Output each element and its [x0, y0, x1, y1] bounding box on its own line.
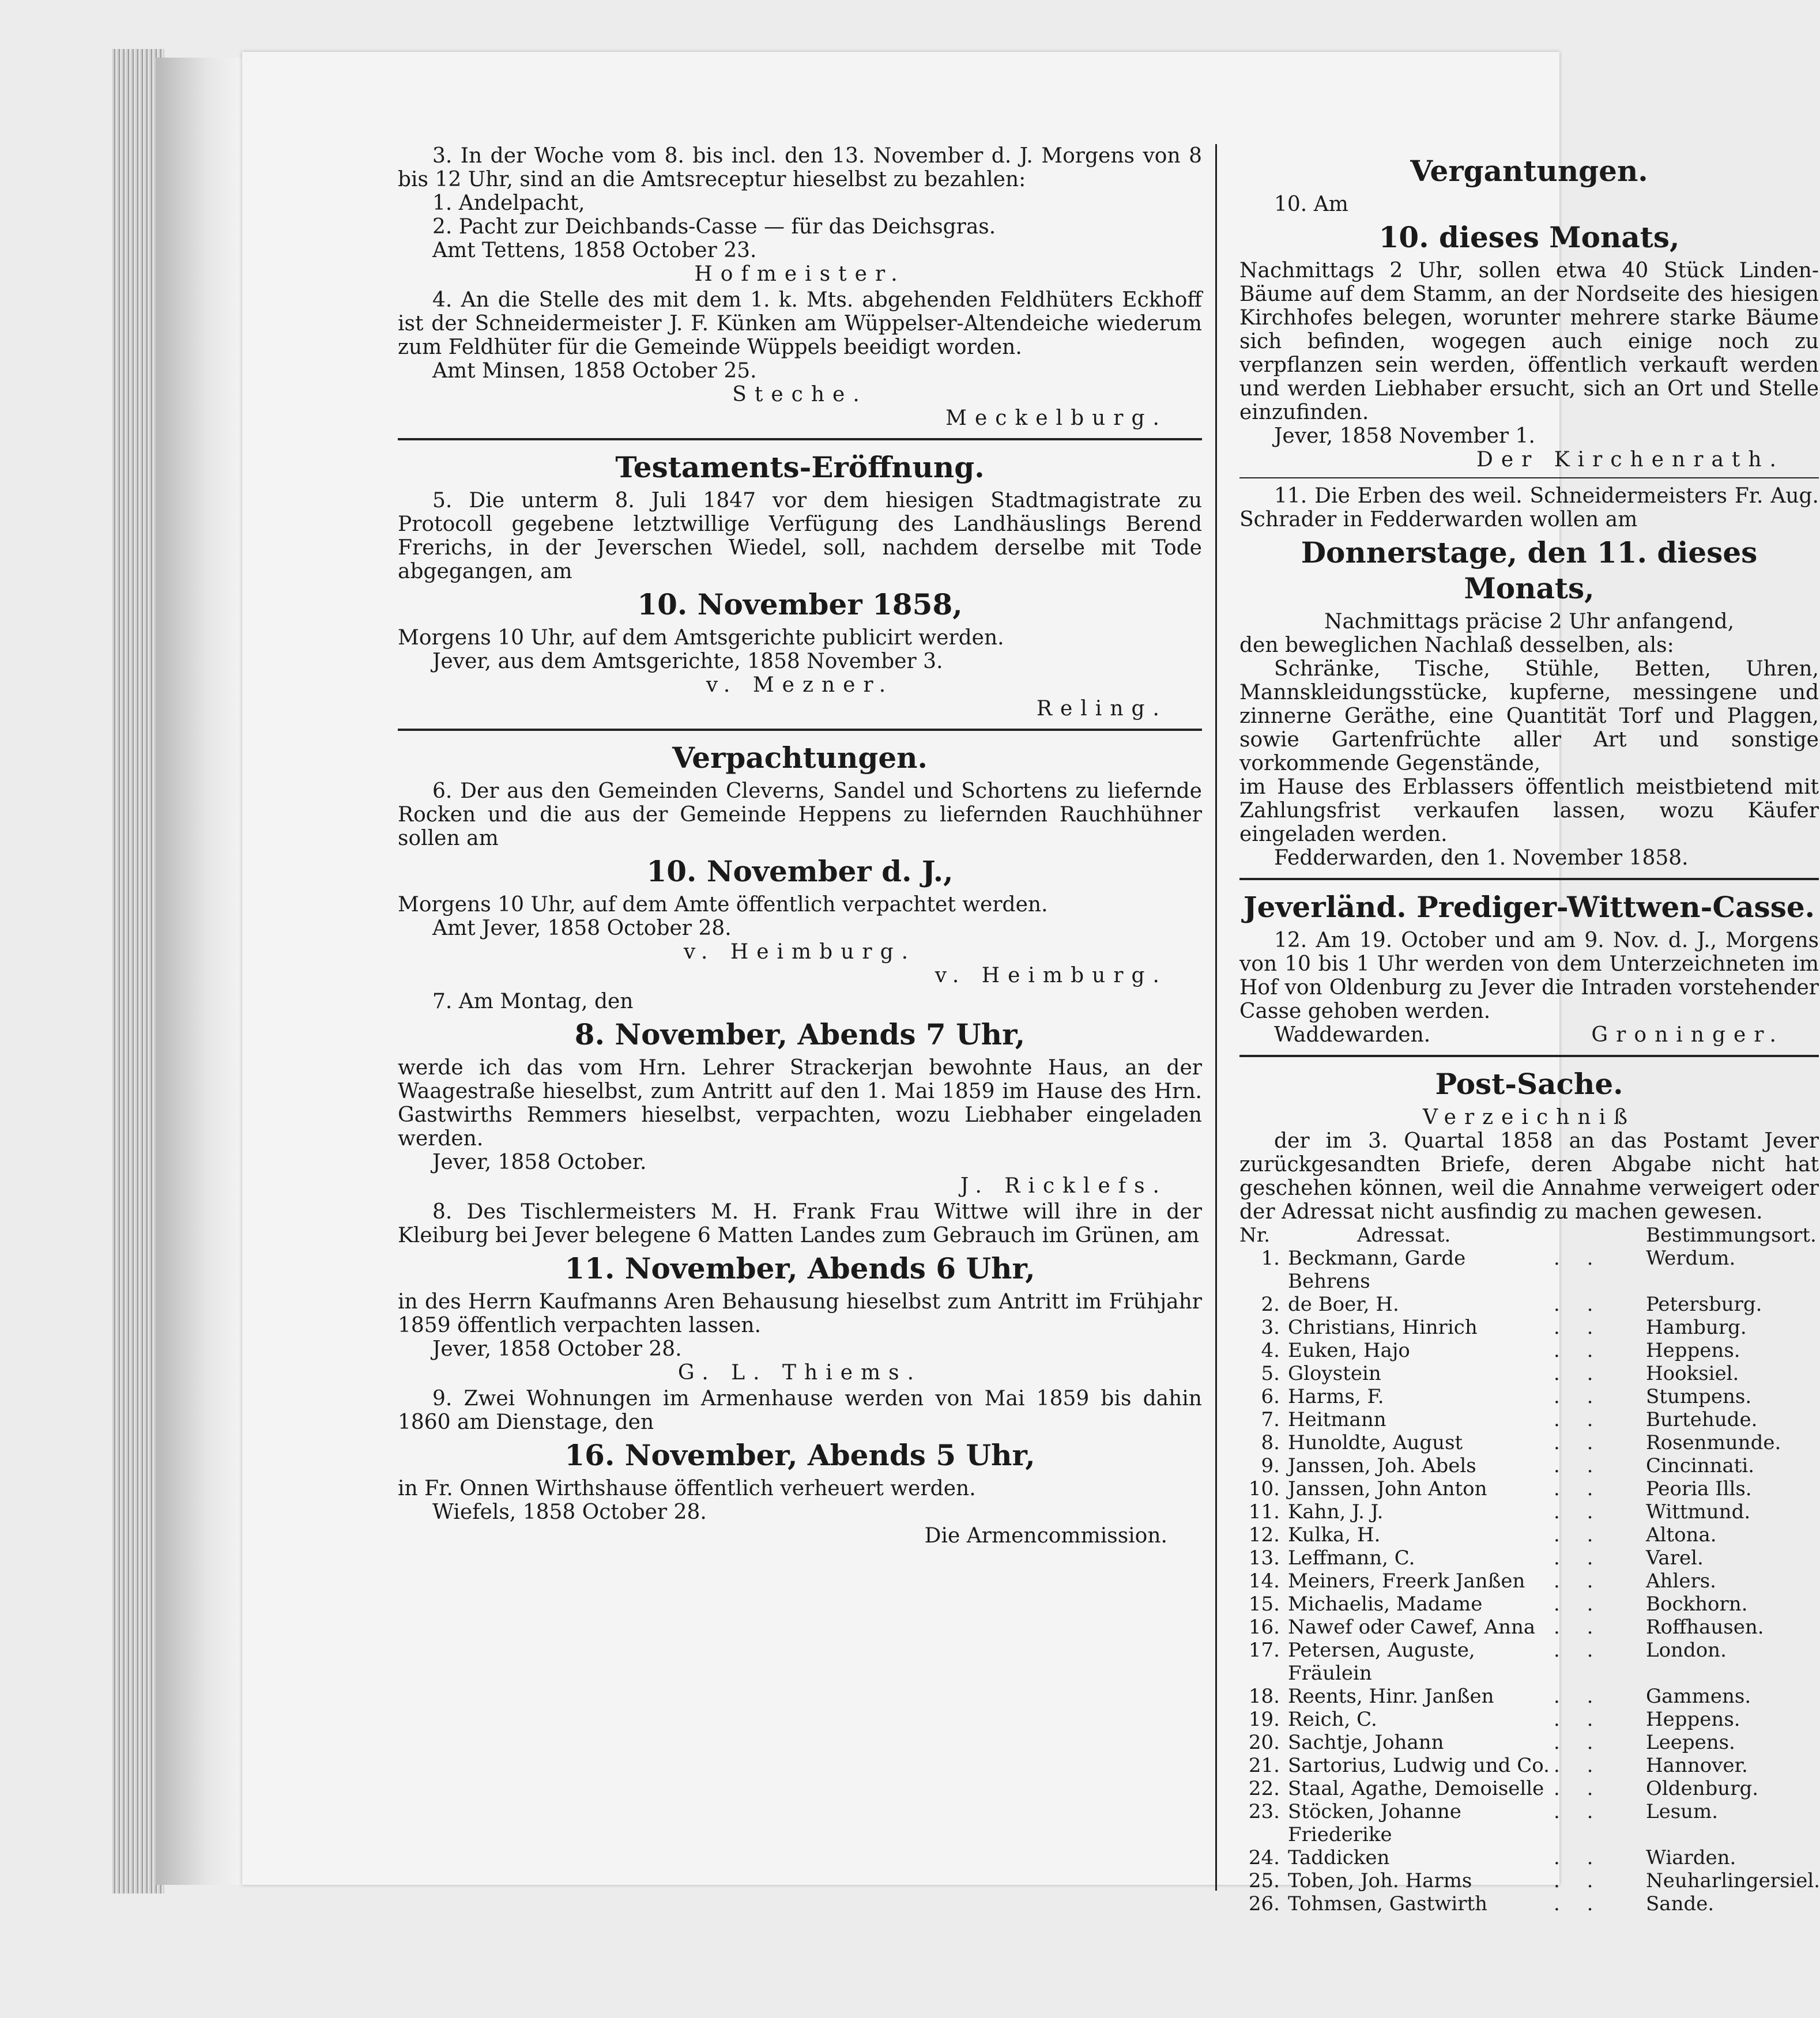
list-item-dots: . .: [1554, 1431, 1604, 1454]
notice-7-text-2: werde ich das vom Hrn. Lehrer Strackerjan bewohnte Haus, an der Waagestraße hieselbst, zum Antritt auf den 1. Mai 1859 im Hause des Hrn. Gastwirths Remmers hieselbst, verpachten, wozu Liebhaber eingeladen werden.: [398, 1056, 1202, 1151]
list-item-adressat: Tohmsen, Gastwirth: [1288, 1892, 1488, 1915]
list-item-destination: Wittmund.: [1646, 1500, 1751, 1523]
left-column: [398, 144, 1202, 1885]
list-item-number: 22.: [1248, 1777, 1280, 1800]
list-item-dots: . .: [1554, 1454, 1604, 1477]
notice-12: [1239, 929, 1819, 1047]
list-item-destination: Heppens.: [1646, 1708, 1740, 1731]
list-item: [1239, 1869, 1819, 1892]
list-item-number: 3.: [1261, 1316, 1280, 1339]
list-item: [1239, 1500, 1819, 1523]
list-item-number: 12.: [1248, 1523, 1280, 1546]
notice-8-text: 8. Des Tischlermeisters M. H. Frank Frau Wittwe will ihre in der Kleiburg bei Jever belegene 6 Matten Landes zum Gebrauch im Grünen, am: [398, 1200, 1202, 1247]
col-header-bestimmungsort: Bestimmungsort.: [1646, 1224, 1817, 1247]
list-item-dots: . .: [1554, 1339, 1604, 1362]
list-item-destination: Sande.: [1646, 1892, 1715, 1915]
list-item-dots: . .: [1554, 1777, 1604, 1800]
list-item-number: 8.: [1261, 1431, 1280, 1454]
list-item: [1239, 1846, 1819, 1869]
list-item: [1239, 1293, 1819, 1316]
notice-12-signature: Groninger.: [1591, 1023, 1784, 1047]
list-item-dots: . .: [1554, 1708, 1604, 1731]
list-item-dots: . .: [1554, 1523, 1604, 1546]
list-item-dots: . .: [1554, 1408, 1604, 1431]
notice-11: [1239, 484, 1819, 870]
list-item: [1239, 1477, 1819, 1500]
notice-6-signature-1: v. Heimburg.: [683, 940, 917, 964]
list-item-destination: London.: [1646, 1639, 1727, 1662]
post-list: [1239, 1247, 1819, 1915]
notice-9-text-2: in Fr. Onnen Wirthshause öffentlich verheuert werden.: [398, 1477, 976, 1500]
list-item-number: 23.: [1248, 1800, 1280, 1823]
notice-12-text: 12. Am 19. October und am 9. Nov. d. J., Morgens von 10 bis 1 Uhr werden von dem Unterzeichneten im Hof von Oldenburg zu Jever die Intraden vorstehender Casse gehoben werden.: [1239, 929, 1819, 1023]
notice-9: [398, 1387, 1202, 1548]
list-item-number: 24.: [1248, 1846, 1280, 1869]
list-item-destination: Neuharlingersiel.: [1646, 1869, 1820, 1892]
notice-5-text: 5. Die unterm 8. Juli 1847 vor dem hiesigen Stadtmagistrate zu Protocoll gegebene letztwillige Verfügung des Landhäuslings Berend Frerichs, in der Jeverschen Wiedel, soll, nachdem derselbe mit Tode abgegangen, am: [398, 489, 1202, 583]
list-item-number: 14.: [1248, 1570, 1280, 1593]
list-item-number: 18.: [1248, 1685, 1280, 1708]
notice-6-place: Amt Jever, 1858 October 28.: [432, 916, 732, 940]
list-item-dots: . .: [1554, 1385, 1604, 1408]
list-item-adressat: Staal, Agathe, Demoiselle: [1288, 1777, 1544, 1800]
heading-post-sache: Post-Sache.: [1435, 1067, 1623, 1101]
notice-3: [398, 144, 1202, 286]
list-item-adressat: Reents, Hinr. Janßen: [1288, 1685, 1494, 1708]
notice-10-date: 10. dieses Monats,: [1378, 220, 1680, 254]
list-item-destination: Rosenmunde.: [1646, 1431, 1781, 1454]
list-item-destination: Burtehude.: [1646, 1408, 1758, 1431]
list-item: [1239, 1570, 1819, 1593]
notice-3-text: 3. In der Woche vom 8. bis incl. den 13. November d. J. Morgens von 8 bis 12 Uhr, sind an die Amtsreceptur hieselbst zu bezahlen:: [398, 144, 1202, 191]
list-item-number: 19.: [1248, 1708, 1280, 1731]
list-item-adressat: Meiners, Freerk Janßen: [1288, 1570, 1525, 1593]
list-item-adressat: Taddicken: [1288, 1846, 1390, 1869]
notice-5: [398, 489, 1202, 721]
heading-prediger-wittwen-casse: Jeverländ. Prediger-Wittwen-Casse.: [1243, 890, 1815, 924]
list-item-number: 1.: [1261, 1247, 1280, 1270]
newspaper-page: [242, 52, 1820, 1915]
list-item-number: 5.: [1261, 1362, 1280, 1385]
notice-5-place: Jever, aus dem Amtsgerichte, 1858 November 3.: [432, 650, 943, 673]
notice-10-place: Jever, 1858 November 1.: [1274, 424, 1535, 448]
list-item-number: 25.: [1248, 1869, 1280, 1892]
list-item: [1239, 1639, 1819, 1685]
notice-6-text-2: Morgens 10 Uhr, auf dem Amte öffentlich verpachtet werden.: [398, 893, 1048, 916]
list-item-dots: . .: [1554, 1846, 1604, 1869]
list-item-adressat: Euken, Hajo: [1288, 1339, 1410, 1362]
list-item-number: 21.: [1248, 1754, 1280, 1777]
list-item: [1239, 1616, 1819, 1639]
list-item-number: 26.: [1248, 1892, 1280, 1915]
list-item-number: 7.: [1261, 1408, 1280, 1431]
list-item: [1239, 1546, 1819, 1570]
list-item-destination: Ahlers.: [1646, 1570, 1716, 1593]
notice-8: [398, 1200, 1202, 1385]
notice-6: [398, 779, 1202, 987]
list-item-number: 2.: [1261, 1293, 1280, 1316]
list-item: [1239, 1800, 1819, 1846]
notice-7-place: Jever, 1858 October.: [432, 1151, 647, 1174]
section-rule: [398, 438, 1202, 440]
list-item-destination: Wiarden.: [1646, 1846, 1736, 1869]
notice-4-signature-2: Meckelburg.: [945, 406, 1167, 430]
list-item: [1239, 1754, 1819, 1777]
list-item-dots: . .: [1554, 1869, 1604, 1892]
notice-11-place: Fedderwarden, den 1. November 1858.: [1274, 846, 1689, 870]
list-item-destination: Petersburg.: [1646, 1293, 1762, 1316]
list-item-dots: . .: [1554, 1892, 1604, 1915]
list-item-destination: Peoria Ills.: [1646, 1477, 1752, 1500]
heading-verpachtungen: Verpachtungen.: [672, 741, 928, 775]
list-item-dots: . .: [1554, 1616, 1604, 1639]
list-item-destination: Varel.: [1646, 1546, 1704, 1570]
list-item-adressat: Leffmann, C.: [1288, 1546, 1415, 1570]
list-item-adressat: Nawef oder Cawef, Anna: [1288, 1616, 1536, 1639]
notice-3-item-1: 1. Andelpacht,: [432, 191, 585, 215]
list-item-adressat: Kulka, H.: [1288, 1523, 1381, 1546]
notice-10: [1239, 193, 1819, 472]
list-item-dots: . .: [1554, 1731, 1604, 1754]
list-item-adressat: Christians, Hinrich: [1288, 1316, 1478, 1339]
list-item-dots: . .: [1554, 1293, 1604, 1316]
list-item-number: 11.: [1248, 1500, 1280, 1523]
list-item-number: 9.: [1261, 1454, 1280, 1477]
notice-5-signature-1: v. Mezner.: [706, 673, 894, 697]
list-item-destination: Stumpens.: [1646, 1385, 1752, 1408]
notice-10-lead: 10. Am: [1274, 193, 1348, 216]
list-item-number: 13.: [1248, 1546, 1280, 1570]
notice-5-text-2: Morgens 10 Uhr, auf dem Amtsgerichte publicirt werden.: [398, 626, 1004, 650]
list-item: [1239, 1431, 1819, 1454]
list-item-adressat: Heitmann: [1288, 1408, 1386, 1431]
list-item-dots: . .: [1554, 1685, 1604, 1708]
notice-8-text-2: in des Herrn Kaufmanns Aren Behausung hieselbst zum Antritt im Frühjahr 1859 öffentlich verpachten lassen.: [398, 1290, 1202, 1337]
list-item-adressat: Petersen, Auguste, Fräulein: [1288, 1639, 1475, 1685]
notice-3-place: Amt Tettens, 1858 October 23.: [432, 239, 757, 262]
list-item-adressat: Reich, C.: [1288, 1708, 1377, 1731]
notice-8-date: 11. November, Abends 6 Uhr,: [564, 1251, 1035, 1285]
notice-5-date: 10. November 1858,: [637, 587, 963, 621]
list-item-number: 17.: [1248, 1639, 1280, 1662]
notice-9-signature: Die Armencommission.: [924, 1524, 1167, 1548]
list-item: [1239, 1339, 1819, 1362]
list-item-adressat: Janssen, John Anton: [1288, 1477, 1487, 1500]
list-item-adressat: Harms, F.: [1288, 1385, 1384, 1408]
col-header-adressat: Adressat.: [1357, 1224, 1451, 1247]
post-notice: [1239, 1106, 1819, 1915]
list-item-adressat: de Boer, H.: [1288, 1293, 1399, 1316]
list-item-number: 10.: [1248, 1477, 1280, 1500]
notice-8-signature: G. L. Thiems.: [677, 1361, 922, 1385]
notice-4-place: Amt Minsen, 1858 October 25.: [432, 359, 757, 383]
list-item-destination: Hamburg.: [1646, 1316, 1747, 1339]
list-item-adressat: Beckmann, Garde Behrens: [1288, 1247, 1466, 1293]
notice-4-text: 4. An die Stelle des mit dem 1. k. Mts. abgehenden Feldhüters Eckhoff ist der Schneidermeister J. F. Künken am Wüppelser-Altendeiche wiederum zum Feldhüter für die Gemeinde Wüppels beeidigt worden.: [398, 288, 1202, 359]
list-item-number: 6.: [1261, 1385, 1280, 1408]
list-item-number: 4.: [1261, 1339, 1280, 1362]
list-item: [1239, 1385, 1819, 1408]
list-item: [1239, 1892, 1819, 1915]
list-item-adressat: Toben, Joh. Harms: [1288, 1869, 1472, 1892]
notice-11-text: 11. Die Erben des weil. Schneidermeisters Fr. Aug. Schrader in Fedderwarden wollen am: [1239, 484, 1819, 531]
list-item-destination: Lesum.: [1646, 1800, 1719, 1823]
notice-11-text-3: im Hause des Erblassers öffentlich meistbietend mit Zahlungsfrist verkaufen lassen, wozu Käufer eingeladen werden.: [1239, 775, 1819, 846]
list-item-dots: . .: [1554, 1593, 1604, 1616]
post-list-header: [1239, 1224, 1819, 1247]
section-rule: [1239, 1055, 1819, 1057]
list-item-dots: . .: [1554, 1800, 1604, 1823]
list-item-number: 20.: [1248, 1731, 1280, 1754]
notice-8-place: Jever, 1858 October 28.: [432, 1337, 682, 1361]
list-item-destination: Hannover.: [1646, 1754, 1748, 1777]
list-item-adressat: Sartorius, Ludwig und Co.: [1288, 1754, 1550, 1777]
notice-11-time: Nachmittags präcise 2 Uhr anfangend,: [1324, 610, 1735, 633]
list-item-destination: Bockhorn.: [1646, 1593, 1748, 1616]
list-item: [1239, 1731, 1819, 1754]
section-rule: [1239, 477, 1819, 478]
list-item: [1239, 1685, 1819, 1708]
list-item-destination: Hooksiel.: [1646, 1362, 1739, 1385]
post-list-title: Verzeichniß: [1422, 1106, 1636, 1129]
list-item-dots: . .: [1554, 1754, 1604, 1777]
list-item-dots: . .: [1554, 1639, 1604, 1662]
list-item-dots: . .: [1554, 1362, 1604, 1385]
notice-9-date: 16. November, Abends 5 Uhr,: [564, 1438, 1035, 1472]
list-item-adressat: Stöcken, Johanne Friederike: [1288, 1800, 1461, 1846]
right-column: [1239, 144, 1820, 1915]
section-rule: [1239, 878, 1819, 880]
list-item-destination: Altona.: [1646, 1523, 1717, 1546]
list-item: [1239, 1523, 1819, 1546]
notice-7-date: 8. November, Abends 7 Uhr,: [574, 1017, 1026, 1051]
column-divider: [1215, 144, 1217, 1891]
list-item-adressat: Kahn, J. J.: [1288, 1500, 1384, 1523]
heading-vergantungen: Vergantungen.: [1410, 154, 1648, 188]
notice-4-signature-1: Steche.: [732, 383, 868, 406]
list-item-adressat: Sachtje, Johann: [1288, 1731, 1444, 1754]
list-item-destination: Roffhausen.: [1646, 1616, 1764, 1639]
list-item-destination: Gammens.: [1646, 1685, 1751, 1708]
list-item: [1239, 1362, 1819, 1385]
list-item-dots: . .: [1554, 1477, 1604, 1500]
list-item-dots: . .: [1554, 1570, 1604, 1593]
notice-5-signature-2: Reling.: [1036, 697, 1167, 721]
list-item: [1239, 1777, 1819, 1800]
list-item-destination: Leepens.: [1646, 1731, 1735, 1754]
list-item: [1239, 1316, 1819, 1339]
section-rule: [398, 729, 1202, 731]
list-item-number: 16.: [1248, 1616, 1280, 1639]
notice-9-text: 9. Zwei Wohnungen im Armenhause werden von Mai 1859 bis dahin 1860 am Dienstage, den: [398, 1387, 1202, 1434]
notice-6-signature-2: v. Heimburg.: [935, 964, 1167, 987]
list-item-dots: . .: [1554, 1316, 1604, 1339]
notice-11-items: Schränke, Tische, Stühle, Betten, Uhren, Mannskleidungsstücke, kupferne, messingene und zinnerne Geräthe, eine Quantität Torf und Plaggen, sowie Gartenfrüchte aller Art und sonstige vorkommende Gegenstände,: [1239, 657, 1819, 775]
notice-4: [398, 288, 1202, 430]
post-list-intro: der im 3. Quartal 1858 an das Postamt Jever zurückgesandten Briefe, deren Abgabe nicht hat geschehen können, weil die Annahme verweigert oder der Adressat nicht ausfindig zu machen gewesen.: [1239, 1129, 1819, 1224]
notice-3-signature: Hofmeister.: [694, 262, 906, 286]
list-item-dots: . .: [1554, 1247, 1604, 1270]
list-item: [1239, 1593, 1819, 1616]
list-item-destination: Werdum.: [1646, 1247, 1736, 1270]
list-item-number: 15.: [1248, 1593, 1280, 1616]
notice-10-text: Nachmittags 2 Uhr, sollen etwa 40 Stück Linden-Bäume auf dem Stamm, an der Nordseite des hiesigen Kirchhofes belegen, worunter mehrere starke Bäume sich befinden, wogegen auch einige noch zu verpflanzen sein werden, öffentlich verkauft werden und werden Liebhaber ersucht, sich an Ort und Stelle einzufinden.: [1239, 259, 1819, 424]
list-item-destination: Heppens.: [1646, 1339, 1740, 1362]
list-item: [1239, 1454, 1819, 1477]
notice-6-date: 10. November d. J.,: [646, 854, 954, 888]
list-item: [1239, 1247, 1819, 1293]
list-item-destination: Oldenburg.: [1646, 1777, 1759, 1800]
list-item-dots: . .: [1554, 1546, 1604, 1570]
notice-11-text-2: den beweglichen Nachlaß desselben, als:: [1239, 633, 1674, 657]
heading-testaments-eroeffnung: Testaments-Eröffnung.: [615, 450, 985, 484]
list-item-destination: Cincinnati.: [1646, 1454, 1755, 1477]
notice-9-place: Wiefels, 1858 October 28.: [432, 1500, 707, 1524]
list-item: [1239, 1408, 1819, 1431]
notice-12-place: Waddewarden.: [1274, 1023, 1431, 1047]
list-item: [1239, 1708, 1819, 1731]
notice-3-item-2: 2. Pacht zur Deichbands-Casse — für das Deichsgras.: [432, 215, 996, 239]
notice-6-text: 6. Der aus den Gemeinden Cleverns, Sandel und Schortens zu liefernde Rocken und die aus der Gemeinde Heppens zu liefernden Rauchhühner sollen am: [398, 779, 1202, 850]
book-gutter: [156, 58, 242, 1885]
list-item-dots: . .: [1554, 1500, 1604, 1523]
notice-7: [398, 990, 1202, 1198]
notice-7-signature: J. Ricklefs.: [960, 1174, 1167, 1198]
col-header-no: Nr.: [1239, 1224, 1271, 1247]
list-item-adressat: Gloystein: [1288, 1362, 1381, 1385]
list-item-adressat: Michaelis, Madame: [1288, 1593, 1483, 1616]
notice-10-signature: Der Kirchenrath.: [1476, 448, 1784, 472]
notice-7-text: 7. Am Montag, den: [432, 990, 634, 1013]
notice-11-date: Donnerstage, den 11. dieses Monats,: [1301, 535, 1758, 605]
notice-12-footer: [1239, 1023, 1819, 1047]
list-item-adressat: Janssen, Joh. Abels: [1288, 1454, 1476, 1477]
list-item-adressat: Hunoldte, August: [1288, 1431, 1463, 1454]
